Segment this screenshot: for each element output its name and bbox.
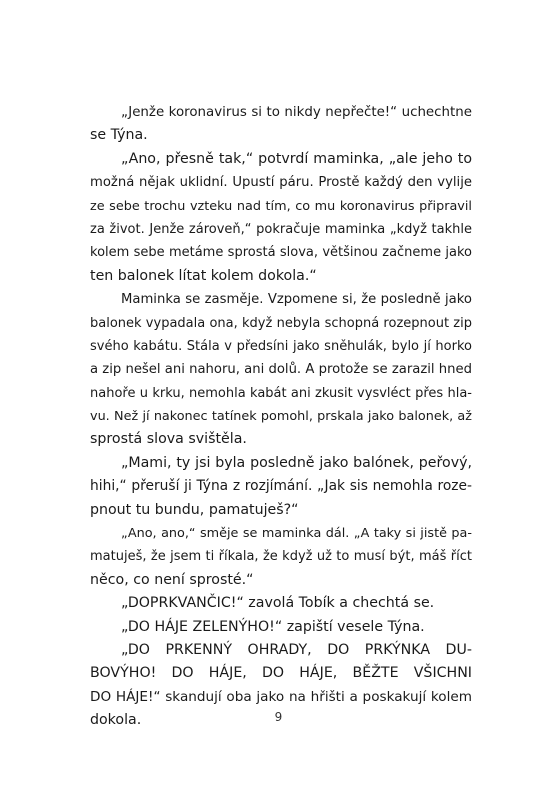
page-number: 9 <box>274 710 283 724</box>
text-line: „Jenže koronavirus si to nikdy nepřečte!“ uchechtne <box>121 105 472 120</box>
text-line: a zip nešel ani nahoru, ani dolů. A protože se zarazil hned <box>90 362 472 378</box>
text-line: matuješ, že jsem ti říkala, že když už to musí být, máš říct <box>90 549 472 565</box>
text-line: nahoře u krku, nemohla kabát ani zkusit vysvléct přes hla- <box>90 385 472 401</box>
text-line: dokola. <box>90 712 142 729</box>
text-line: ze sebe trochu vzteku nad tím, co mu koronavirus připravil <box>90 198 472 214</box>
text-line: „DO PRKENNÝ OHRADY, DO PRKÝNKA DU- <box>121 641 472 658</box>
text-line: balonek vypadala ona, když nebyla schopná rozepnout zip <box>90 315 472 331</box>
text-line: kolem sebe metáme sprostá slova, většinou začneme jako <box>90 245 472 261</box>
text-line: DO HÁJE!“ skandují oba jako na hřišti a poskakují kolem <box>90 688 472 705</box>
text-line: pnout tu bundu, pamatuješ?“ <box>90 501 299 518</box>
text-line: hihi,“ přeruší ji Týna z rozjímání. „Jak sis nemohla roze- <box>90 478 472 495</box>
text-line: „Ano, přesně tak,“ potvrdí maminka, „ale jeho to <box>121 150 472 167</box>
page-body-text <box>90 101 472 733</box>
text-line: svého kabátu. Stála v předsíni jako sněhulák, bylo jí horko <box>90 338 472 354</box>
text-line: „DO HÁJE ZELENÝHO!“ zapiští vesele Týna. <box>121 618 425 635</box>
text-line: „Ano, ano,“ směje se maminka dál. „A taky si jistě pa- <box>121 526 472 542</box>
text-line: BOVÝHO! DO HÁJE, DO HÁJE, BĚŽTE VŠICHNI <box>90 665 472 682</box>
text-line: „DOPRKVANČIC!“ zavolá Tobík a chechtá se. <box>121 595 435 612</box>
text-line: něco, co není sprosté.“ <box>90 571 254 588</box>
text-line: „Mami, ty jsi byla posledně jako balónek, peřový, <box>121 454 472 471</box>
text-line: vu. Než jí nakonec tatínek pomohl, prskala jako balonek, až <box>90 409 472 425</box>
text-line: se Týna. <box>90 127 148 144</box>
text-line: Maminka se zasměje. Vzpomene si, že posledně jako <box>121 292 472 308</box>
text-line: za život. Jenže zároveň,“ pokračuje maminka „když takhle <box>90 221 472 237</box>
text-line: ten balonek lítat kolem dokola.“ <box>90 267 317 284</box>
text-line: sprostá slova svištěla. <box>90 431 247 448</box>
text-line: možná nějak uklidní. Upustí páru. Prostě každý den vylije <box>90 175 472 191</box>
